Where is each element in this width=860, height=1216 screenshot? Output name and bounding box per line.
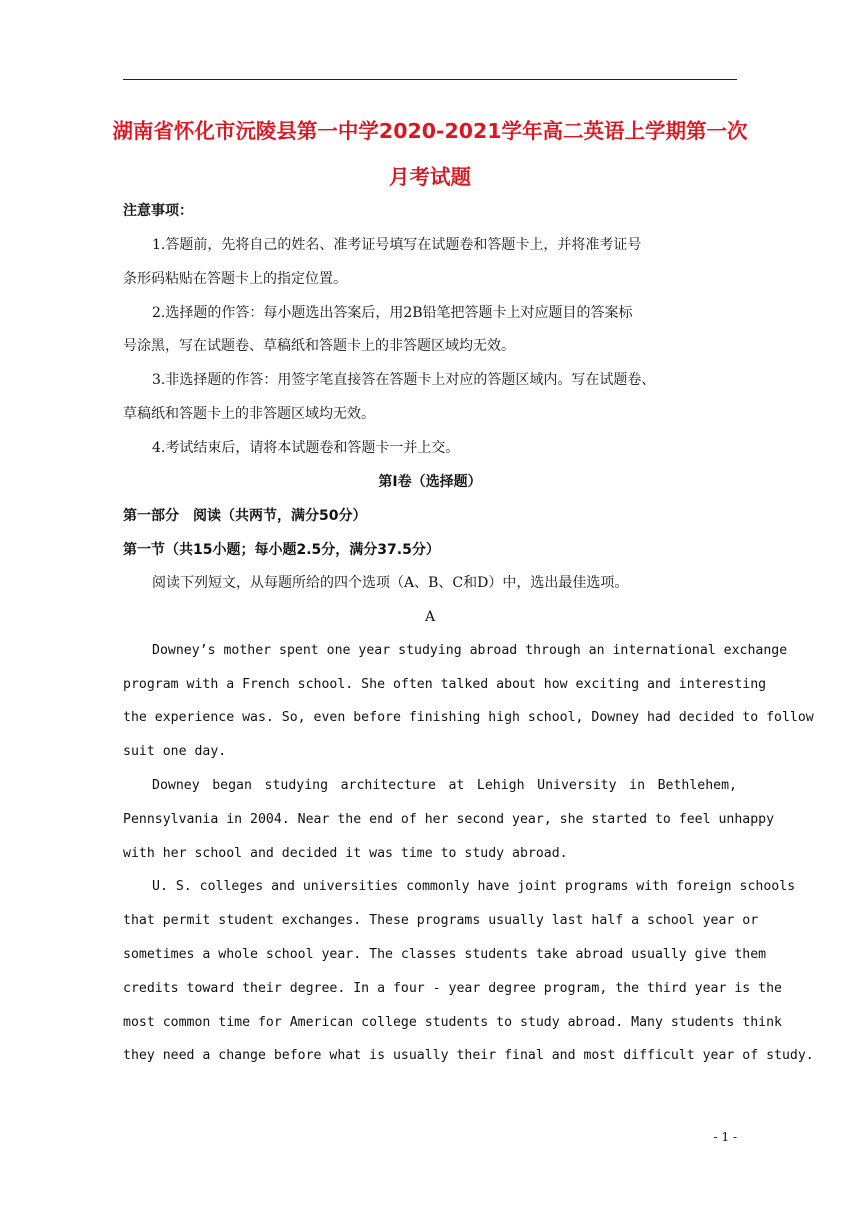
document-title-line-2: 月考试题: [389, 165, 471, 189]
passage-line: the experience was. So, even before finishing high school, Downey had decided to follow: [123, 710, 814, 725]
passage-line: sometimes a whole school year. The classes students take abroad usually give them: [123, 947, 767, 962]
passage-line: Downey’s mother spent one year studying abroad through an international exchange: [152, 643, 788, 658]
passage-label: A: [424, 609, 436, 625]
passage-line: program with a French school. She often talked about how exciting and interesting: [123, 677, 767, 692]
notice-item-1: 1.答题前，先将自己的姓名、准考证号填写在试题卷和答题卡上，并将准考证号: [152, 237, 642, 253]
passage-line: they need a change before what is usually their final and most difficult year of study.: [123, 1048, 814, 1063]
volume-heading: 第Ⅰ卷（选择题）: [378, 474, 482, 490]
notice-item-4: 4.考试结束后，请将本试题卷和答题卡一并上交。: [152, 440, 460, 456]
notice-item-1-cont: 条形码粘贴在答题卡上的指定位置。: [123, 271, 347, 287]
passage-line: Downey began studying architecture at Lehigh University in Bethlehem,: [152, 778, 737, 793]
notice-item-3: 3.非选择题的作答：用签字笔直接答在答题卡上对应的答题区域内。写在试题卷、: [152, 372, 656, 388]
passage-line: most common time for American college students to study abroad. Many students think: [123, 1015, 782, 1030]
notice-item-2: 2.选择题的作答：每小题选出答案后，用2B铅笔把答题卡上对应题目的答案标: [152, 305, 633, 321]
notice-item-3-cont: 草稿纸和答题卡上的非答题区域均无效。: [123, 406, 375, 422]
document-title-line-1: 湖南省怀化市沅陵县第一中学2020-2021学年高二英语上学期第一次: [112, 119, 748, 143]
passage-line: credits toward their degree. In a four - year degree program, the third year is the: [123, 981, 782, 996]
subsection-heading: 第一节（共15小题；每小题2.5分，满分37.5分）: [123, 542, 440, 558]
passage-line: with her school and decided it was time to study abroad.: [123, 846, 568, 861]
notice-heading: 注意事项：: [123, 203, 193, 219]
passage-line: Pennsylvania in 2004. Near the end of her second year, she started to feel unhappy: [123, 812, 775, 827]
page-number: - 1 -: [713, 1130, 737, 1144]
passage-line: U. S. colleges and universities commonly have joint programs with foreign schools: [152, 879, 796, 894]
notice-item-2-cont: 号涂黑，写在试题卷、草稿纸和答题卡上的非答题区域均无效。: [123, 338, 515, 354]
part-heading: 第一部分 阅读（共两节，满分50分）: [123, 508, 367, 524]
passage-line: that permit student exchanges. These programs usually last half a school year or: [123, 913, 759, 928]
instruction-text: 阅读下列短文，从每题所给的四个选项（A、B、C和D）中，选出最佳选项。: [152, 575, 629, 591]
header-rule: [123, 79, 737, 80]
passage-line: suit one day.: [123, 744, 227, 759]
